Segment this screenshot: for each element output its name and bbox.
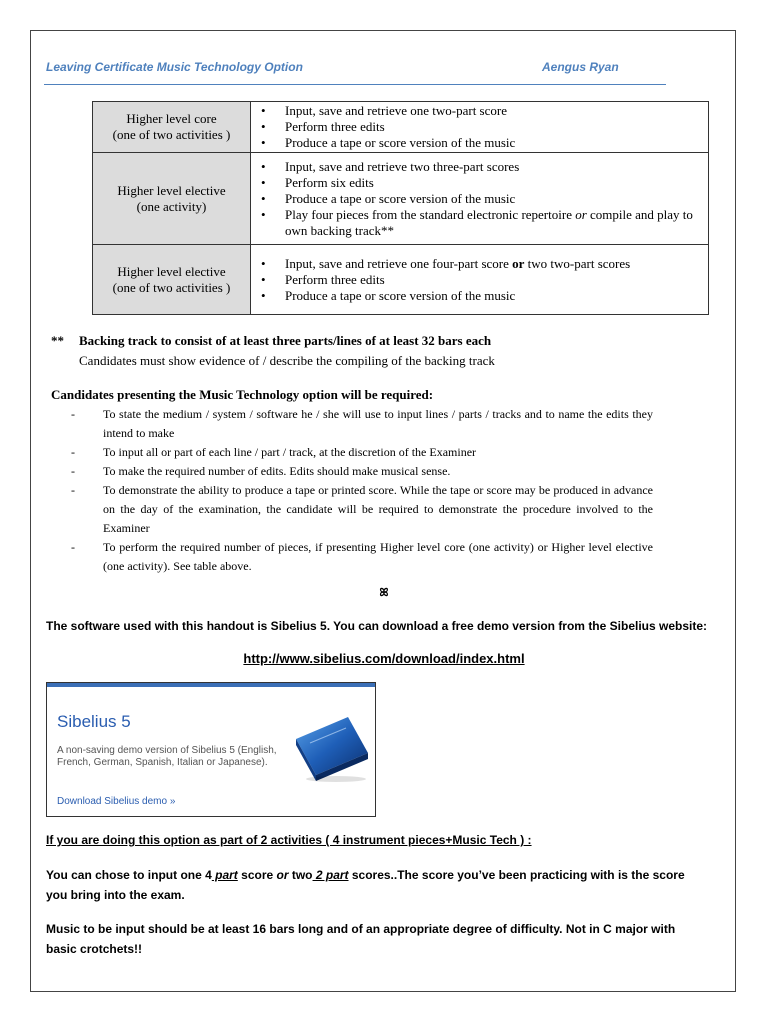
ornament-icon: ꕤ xyxy=(379,587,389,599)
activity-item: • Perform three edits xyxy=(257,272,704,288)
activity-text: Input, save and retrieve one four-part score xyxy=(285,255,513,271)
software-paragraph: The software used with this handout is Sibelius 5. You can download a free demo version from the Sibelius website: xyxy=(46,619,708,633)
level-note: (one activity) xyxy=(136,198,207,214)
backing-track-note xyxy=(51,333,491,349)
activity-item: • Produce a tape or score version of the music xyxy=(257,288,704,304)
header-course-title: Leaving Certificate Music Technology Option xyxy=(46,60,303,74)
activity-item: • Produce a tape or score version of the music xyxy=(257,135,704,151)
sibelius-download-link[interactable]: http://www.sibelius.com/download/index.html xyxy=(243,651,525,666)
activity-item: • Perform three edits xyxy=(257,119,704,135)
software-box-icon xyxy=(292,713,370,783)
level-cell xyxy=(93,153,251,245)
activities-heading: If you are doing this option as part of 2 activities ( 4 instrument pieces+Music Tech ) : xyxy=(46,833,532,847)
level-name: Higher level elective xyxy=(117,263,226,279)
table-row xyxy=(93,153,709,245)
list-item: - To input all or part of each line / part / track, at the discretion of the Examiner xyxy=(71,445,477,459)
promo-title: Sibelius 5 xyxy=(57,712,131,731)
activities-cell xyxy=(251,245,709,315)
activity-item xyxy=(257,256,704,272)
list-item: - To make the required number of edits. Edits should make musical sense. xyxy=(71,464,451,478)
promo-description: A non-saving demo version of Sibelius 5 (English, French, German, Spanish, Italian or Japanese). xyxy=(57,745,277,768)
requirements-heading: Candidates presenting the Music Technology option will be required: xyxy=(51,387,434,402)
activity-item xyxy=(257,207,704,239)
activity-item: • Produce a tape or score version of the music xyxy=(257,191,704,207)
activity-item: • Input, save and retrieve two three-part scores xyxy=(257,159,704,175)
table-row xyxy=(93,245,709,315)
level-note: (one of two activities ) xyxy=(112,279,231,295)
header-rule xyxy=(44,84,666,85)
list-item: - To perform the required number of pieces, if presenting Higher level core (one activity) or Higher level elective (one activity). See table above. xyxy=(71,540,653,573)
level-name: Higher level elective xyxy=(117,182,226,198)
activity-text: compile and play to own backing track** xyxy=(285,206,693,238)
promo-top-bar xyxy=(47,683,375,687)
levels-table xyxy=(92,101,709,315)
music-requirement-paragraph: Music to be input should be at least 16 bars long and of an appropriate degree of difficulty. Not in C major with basic crotchets!! xyxy=(46,922,676,956)
download-demo-link[interactable]: Download Sibelius demo » xyxy=(57,796,176,807)
activity-text: two two-part scores xyxy=(524,255,631,271)
level-cell xyxy=(93,245,251,315)
input-paragraph: You can chose to input one 4 part score or two 2 part scores..The score you’ve been practicing with is the score you bring into the exam. xyxy=(46,868,685,902)
level-note: (one of two activities ) xyxy=(112,127,231,142)
level-name: Higher level core xyxy=(126,111,217,126)
header-author: Aengus Ryan xyxy=(542,60,619,74)
note-text: Backing track to consist of at least three parts/lines of at least 32 bars each xyxy=(79,333,492,348)
activity-item: • Input, save and retrieve one two-part score xyxy=(257,103,704,119)
level-cell xyxy=(93,102,251,153)
activity-emphasis: or xyxy=(575,206,587,222)
activity-text: Play four pieces from the standard electronic repertoire xyxy=(285,206,576,222)
requirements-list xyxy=(51,405,653,576)
list-item: - To state the medium / system / software he / she will use to input lines / parts / tracks and to name the edits they intend to make xyxy=(71,407,653,440)
note-marker: ** xyxy=(51,333,64,348)
activity-item: • Perform six edits xyxy=(257,175,704,191)
activities-cell xyxy=(251,102,709,153)
backing-track-subnote: Candidates must show evidence of / describe the compiling of the backing track xyxy=(79,353,495,368)
table-row xyxy=(93,102,709,153)
activity-emphasis: or xyxy=(512,255,525,271)
document-page xyxy=(30,30,736,992)
activities-cell xyxy=(251,153,709,245)
list-item: - To demonstrate the ability to produce a tape or printed score. While the tape or score may be produced in advance on the day of the examination, the candidate will be required to demonstrate the procedure involved to the Examiner xyxy=(71,483,653,535)
sibelius-promo-image xyxy=(46,682,376,817)
